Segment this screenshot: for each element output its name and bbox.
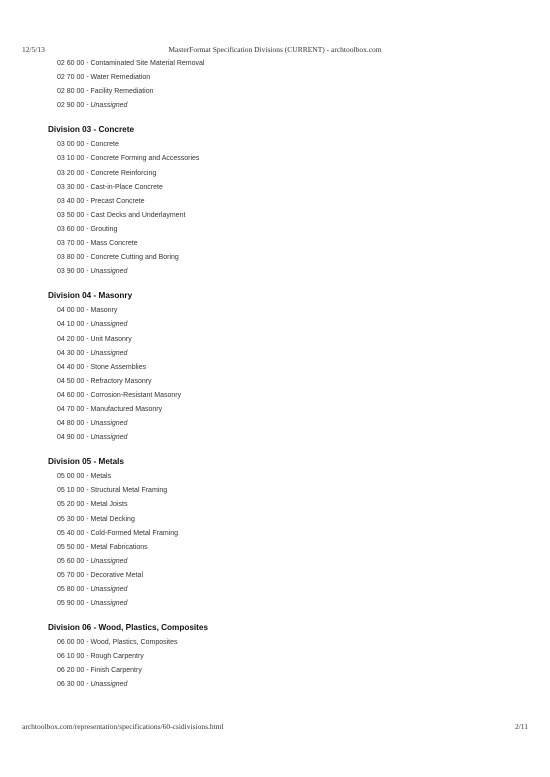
section-item[interactable] bbox=[0, 304, 550, 318]
section-item[interactable] bbox=[0, 678, 550, 692]
section-description: Unassigned bbox=[90, 681, 128, 689]
separator: - bbox=[84, 557, 91, 565]
division-heading: Division 05 - Metals bbox=[48, 457, 124, 467]
section-item[interactable] bbox=[0, 223, 550, 237]
section-description: Wood, Plastics, Composites bbox=[90, 639, 178, 647]
section-code: 05 20 00 bbox=[57, 501, 85, 509]
section-code: 03 20 00 bbox=[57, 169, 85, 177]
section-item[interactable] bbox=[0, 541, 550, 555]
section-code: 04 70 00 bbox=[57, 405, 85, 413]
section-item[interactable] bbox=[0, 209, 550, 223]
section-item[interactable] bbox=[0, 99, 550, 113]
section-description: Manufactured Masonry bbox=[90, 405, 163, 413]
section-code: 04 00 00 bbox=[57, 307, 85, 315]
separator: - bbox=[84, 60, 91, 67]
section-code: 03 10 00 bbox=[57, 155, 85, 163]
section-code: 04 30 00 bbox=[57, 349, 85, 357]
section-item[interactable] bbox=[0, 583, 550, 597]
separator: - bbox=[84, 102, 91, 110]
section-description: Grouting bbox=[90, 225, 118, 233]
section-code: 03 60 00 bbox=[57, 225, 85, 233]
section-description: Contaminated Site Material Removal bbox=[90, 60, 205, 67]
section-code: 06 30 00 bbox=[57, 681, 85, 689]
section-description: Water Remediation bbox=[90, 74, 151, 82]
section-item[interactable] bbox=[0, 251, 550, 265]
section-code: 05 00 00 bbox=[57, 473, 85, 481]
section-code: 05 60 00 bbox=[57, 557, 85, 565]
section-description: Structural Metal Framing bbox=[90, 487, 168, 495]
section-item[interactable] bbox=[0, 555, 550, 569]
section-item[interactable] bbox=[0, 597, 550, 611]
separator: - bbox=[84, 473, 91, 481]
section-description: Concrete Cutting and Boring bbox=[90, 254, 179, 262]
section-item[interactable] bbox=[0, 527, 550, 541]
separator: - bbox=[84, 321, 91, 329]
separator: - bbox=[84, 349, 91, 357]
separator: - bbox=[84, 268, 91, 276]
section-code: 04 20 00 bbox=[57, 335, 85, 343]
section-description: Rough Carpentry bbox=[90, 653, 144, 661]
separator: - bbox=[84, 197, 91, 205]
section-code: 06 00 00 bbox=[57, 639, 85, 647]
division-heading: Division 03 - Concrete bbox=[48, 125, 134, 135]
section-code: 03 50 00 bbox=[57, 211, 85, 219]
separator: - bbox=[84, 653, 91, 661]
separator: - bbox=[84, 571, 91, 579]
separator: - bbox=[84, 515, 91, 523]
section-description: Unassigned bbox=[90, 268, 128, 276]
section-code: 03 90 00 bbox=[57, 268, 85, 276]
separator: - bbox=[84, 169, 91, 177]
section-code: 05 50 00 bbox=[57, 543, 85, 551]
section-description: Corrosion-Resistant Masonry bbox=[90, 391, 182, 399]
section-description: Metal Decking bbox=[90, 515, 135, 523]
separator: - bbox=[84, 667, 91, 675]
section-description: Unassigned bbox=[90, 557, 128, 565]
section-item[interactable] bbox=[0, 237, 550, 251]
separator: - bbox=[84, 74, 91, 82]
section-item[interactable] bbox=[0, 569, 550, 583]
section-code: 04 50 00 bbox=[57, 377, 85, 385]
section-item[interactable] bbox=[0, 417, 550, 431]
separator: - bbox=[84, 501, 91, 509]
section-item[interactable] bbox=[0, 650, 550, 664]
section-item[interactable] bbox=[0, 513, 550, 527]
section-description: Finish Carpentry bbox=[90, 667, 142, 675]
section-description: Unit Masonry bbox=[90, 335, 132, 343]
section-description: Refractory Masonry bbox=[90, 377, 152, 385]
section-description: Unassigned bbox=[90, 586, 128, 593]
section-item[interactable] bbox=[0, 138, 550, 152]
section-description: Mass Concrete bbox=[90, 240, 138, 248]
print-date: 12/5/13 bbox=[22, 45, 45, 54]
separator: - bbox=[84, 183, 91, 191]
section-item[interactable] bbox=[0, 167, 550, 181]
section-description: Facility Remediation bbox=[90, 88, 154, 96]
separator: - bbox=[84, 377, 91, 385]
division-heading: Division 04 - Masonry bbox=[48, 291, 133, 301]
section-description: Metal Fabrications bbox=[90, 543, 148, 551]
separator: - bbox=[84, 600, 91, 608]
section-description: Metals bbox=[90, 473, 112, 481]
section-item[interactable] bbox=[0, 152, 550, 166]
section-code: 04 40 00 bbox=[57, 363, 85, 371]
section-item[interactable] bbox=[0, 431, 550, 445]
section-description: Cast Decks and Underlayment bbox=[90, 211, 186, 219]
separator: - bbox=[84, 434, 91, 442]
section-description: Cold-Formed Metal Framing bbox=[90, 529, 179, 537]
section-code: 05 70 00 bbox=[57, 571, 85, 579]
section-description: Stone Assemblies bbox=[90, 363, 147, 371]
division-heading: Division 06 - Wood, Plastics, Composites bbox=[48, 623, 208, 633]
section-description: Unassigned bbox=[90, 434, 128, 442]
section-item[interactable] bbox=[0, 389, 550, 403]
section-description: Concrete Reinforcing bbox=[90, 169, 157, 177]
section-code: 02 80 00 bbox=[57, 88, 85, 96]
section-item[interactable] bbox=[0, 498, 550, 512]
section-item[interactable] bbox=[0, 347, 550, 361]
separator: - bbox=[84, 225, 91, 233]
separator: - bbox=[84, 405, 91, 413]
section-code: 06 10 00 bbox=[57, 653, 85, 661]
division-list bbox=[0, 57, 550, 693]
section-item[interactable] bbox=[0, 85, 550, 99]
separator: - bbox=[84, 639, 91, 647]
section-description: Unassigned bbox=[90, 321, 128, 329]
section-item[interactable] bbox=[0, 470, 550, 484]
section-item[interactable] bbox=[0, 57, 550, 71]
section-description: Masonry bbox=[90, 307, 118, 315]
section-item[interactable] bbox=[0, 664, 550, 678]
section-description: Concrete Forming and Accessories bbox=[90, 155, 200, 163]
section-code: 06 20 00 bbox=[57, 667, 85, 675]
separator: - bbox=[84, 88, 91, 96]
section-description: Metal Joists bbox=[90, 501, 128, 509]
separator: - bbox=[84, 307, 91, 315]
section-description: Unassigned bbox=[90, 420, 128, 428]
section-description: Decorative Metal bbox=[90, 571, 144, 579]
separator: - bbox=[84, 141, 91, 149]
section-item[interactable] bbox=[0, 195, 550, 209]
section-code: 02 90 00 bbox=[57, 102, 85, 110]
section-item[interactable] bbox=[0, 181, 550, 195]
page-title: MasterFormat Specification Divisions (CURRENT) - archtoolbox.com bbox=[168, 45, 382, 54]
section-code: 05 10 00 bbox=[57, 487, 85, 495]
section-item[interactable] bbox=[0, 318, 550, 332]
section-description: Unassigned bbox=[90, 102, 128, 110]
section-code: 03 70 00 bbox=[57, 240, 85, 248]
section-code: 03 30 00 bbox=[57, 183, 85, 191]
section-item[interactable] bbox=[0, 375, 550, 389]
separator: - bbox=[84, 487, 91, 495]
section-code: 03 80 00 bbox=[57, 254, 85, 262]
section-description: Precast Concrete bbox=[90, 197, 145, 205]
separator: - bbox=[84, 586, 91, 593]
section-code: 03 00 00 bbox=[57, 141, 85, 149]
section-code: 04 10 00 bbox=[57, 321, 85, 329]
section-description: Cast-in-Place Concrete bbox=[90, 183, 163, 191]
section-code: 05 40 00 bbox=[57, 529, 85, 537]
section-item[interactable] bbox=[0, 484, 550, 498]
section-description: Concrete bbox=[90, 141, 119, 149]
section-item[interactable] bbox=[0, 361, 550, 375]
section-code: 05 30 00 bbox=[57, 515, 85, 523]
section-code: 05 90 00 bbox=[57, 600, 85, 608]
section-item[interactable] bbox=[0, 403, 550, 417]
separator: - bbox=[84, 543, 91, 551]
separator: - bbox=[84, 391, 91, 399]
section-code: 05 80 00 bbox=[57, 586, 85, 593]
separator: - bbox=[84, 420, 91, 428]
separator: - bbox=[84, 211, 91, 219]
separator: - bbox=[84, 240, 91, 248]
separator: - bbox=[84, 155, 91, 163]
page-number: 2/11 bbox=[514, 722, 528, 731]
page-url: archtoolbox.com/representation/specifications/60-csidivisions.html bbox=[22, 722, 224, 731]
separator: - bbox=[84, 529, 91, 537]
separator: - bbox=[84, 681, 91, 689]
section-code: 04 90 00 bbox=[57, 434, 85, 442]
section-item[interactable] bbox=[0, 265, 550, 279]
section-description: Unassigned bbox=[90, 349, 128, 357]
section-item[interactable] bbox=[0, 333, 550, 347]
section-code: 04 60 00 bbox=[57, 391, 85, 399]
section-description: Unassigned bbox=[90, 600, 128, 608]
section-item[interactable] bbox=[0, 636, 550, 650]
separator: - bbox=[84, 363, 91, 371]
section-code: 02 70 00 bbox=[57, 74, 85, 82]
section-item[interactable] bbox=[0, 71, 550, 85]
section-code: 04 80 00 bbox=[57, 420, 85, 428]
section-code: 02 60 00 bbox=[57, 60, 85, 67]
separator: - bbox=[84, 254, 91, 262]
separator: - bbox=[84, 335, 91, 343]
section-code: 03 40 00 bbox=[57, 197, 85, 205]
